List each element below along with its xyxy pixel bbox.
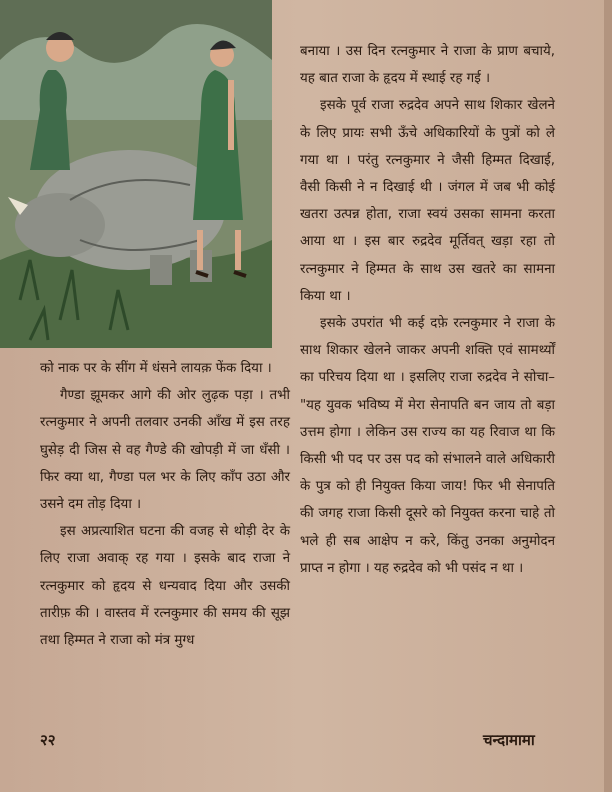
paragraph: इसके उपरांत भी कई दफ़े रत्नकुमार ने राजा के साथ शिकार खेलने जाकर अपनी शक्ति एवं सामर्थ्यों का परिचय दिया था । इसलिए राजा रुद्रदेव ने सोचा– "यह युवक भविष्य में मेरा सेनापति बन जाय तो बड़ा उत्तम होगा । लेकिन उस राज्य का यह रिवाज था कि किसी भी पद पर उस पद को संभालने वाले अधिकारी के पुत्र को ही नियुक्त किया जाय! फिर भी सेनापति की जगह राजा किसी दूसरे को नियुक्त करना चाहे तो भले ही सब आक्षेप न करे, किंतु उनका अनुमोदन प्राप्त न होगा । यह रुद्रदेव को भी पसंद न था । <box>300 316 555 576</box>
paragraph: को नाक पर के सींग में धंसने लायक़ फेंक दिया । <box>40 361 272 376</box>
paragraph: गैण्डा झूमकर आगे की ओर लुढ़क पड़ा । तभी रत्नकुमार ने अपनी तलवार उनकी आँख में इस तरह घुसेड़ दी जिस से वह गैण्डे की खोपड़ी में जा धँसी । फिर क्या था, गैण्डा पल भर के लिए काँप उठा और उसने दम तोड़ दिया । <box>40 388 290 513</box>
rhino-hunt-illustration <box>0 0 272 348</box>
paragraph: इस अप्रत्याशित घटना की वजह से थोड़ी देर के लिए राजा अवाक् रह गया । इसके बाद राजा ने रत्नकुमार को हृदय से धन्यवाद दिया और उसकी तारीफ़ की । वास्तव में रत्नकुमार की समय की सूझ तथा हिम्मत ने राजा को मंत्र मुग्ध <box>40 524 290 649</box>
left-text-column <box>40 355 290 654</box>
paragraph: इसके पूर्व राजा रुद्रदेव अपने साथ शिकार खेलने के लिए प्रायः सभी ऊँचे अधिकारियों के पुत्रों को ले गया था । परंतु रत्नकुमार ने जैसी हिम्मत दिखाई, वैसी किसी ने न दिखाई थी । जंगल में जब भी कोई खतरा उत्पन्न होता, राजा स्वयं उसका सामना करता आया था । इस बार रुद्रदेव मूर्तिवत् खड़ा रहा तो रत्नकुमार ने हिम्मत के साथ उस खतरे का सामना किया था । <box>300 98 555 304</box>
magazine-title: चन्दामामा <box>483 731 535 749</box>
page-number: २२ <box>40 731 56 749</box>
illustration-drawing <box>0 0 272 348</box>
right-text-column <box>300 38 555 582</box>
page-edge-shadow <box>604 0 612 792</box>
paragraph: बनाया । उस दिन रत्नकुमार ने राजा के प्राण बचाये, यह बात राजा के हृदय में स्थाई रह गई । <box>300 44 555 87</box>
